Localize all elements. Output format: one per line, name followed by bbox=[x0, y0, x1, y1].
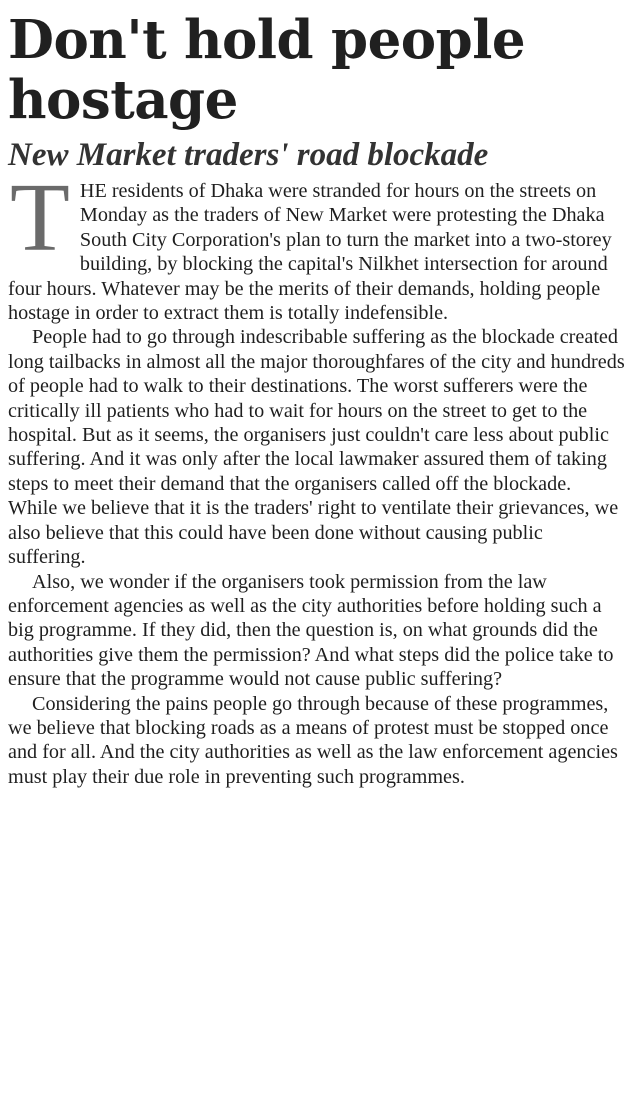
article-body bbox=[8, 164, 625, 789]
paragraph-1-text: HE residents of Dhaka were stranded for hours on the streets on Monday as the traders of New Market were protesting the Dhaka South City Corporation's plan to turn the market into a two-storey building, by blocking the capital's Nilkhet intersection for around four hours. Whatever may be the merits of their demands, holding people hostage in order to extract them is totally indefensible. bbox=[8, 180, 612, 325]
headline: Don't hold people hostage bbox=[8, 9, 526, 131]
subheadline: New Market traders' road blockade bbox=[8, 137, 489, 173]
paragraph-1 bbox=[8, 164, 625, 325]
paragraph-4: Considering the pains people go through because of these programmes, we believe that blocking roads as a means of protest must be stopped once and for all. And the city authorities as well as the law enforcement agencies must play their due role in preventing such programmes. bbox=[8, 692, 618, 788]
paragraph-3: Also, we wonder if the organisers took permission from the law enforcement agencies as well as the city authorities before holding such a big programme. If they did, then the question is, on what grounds did the authorities give them the permission? And what steps did the police take to ensure that the programme would not cause public suffering? bbox=[8, 570, 614, 691]
drop-cap: T bbox=[10, 164, 70, 272]
paragraph-2: People had to go through indescribable suffering as the blockade created long tailbacks in almost all the major thoroughfares of the city and hundreds of people had to walk to their destinations. The worst sufferers were the critically ill patients who had to wait for hours on the street to get to the hospital. But as it seems, the organisers just couldn't care less about public suffering. And it was only after the local lawmaker assured them of taking steps to meet their demand that the organisers called off the blockade. While we believe that it is the traders' right to ventilate their grievances, we also believe that this could have been done without causing public suffering. bbox=[8, 326, 625, 569]
